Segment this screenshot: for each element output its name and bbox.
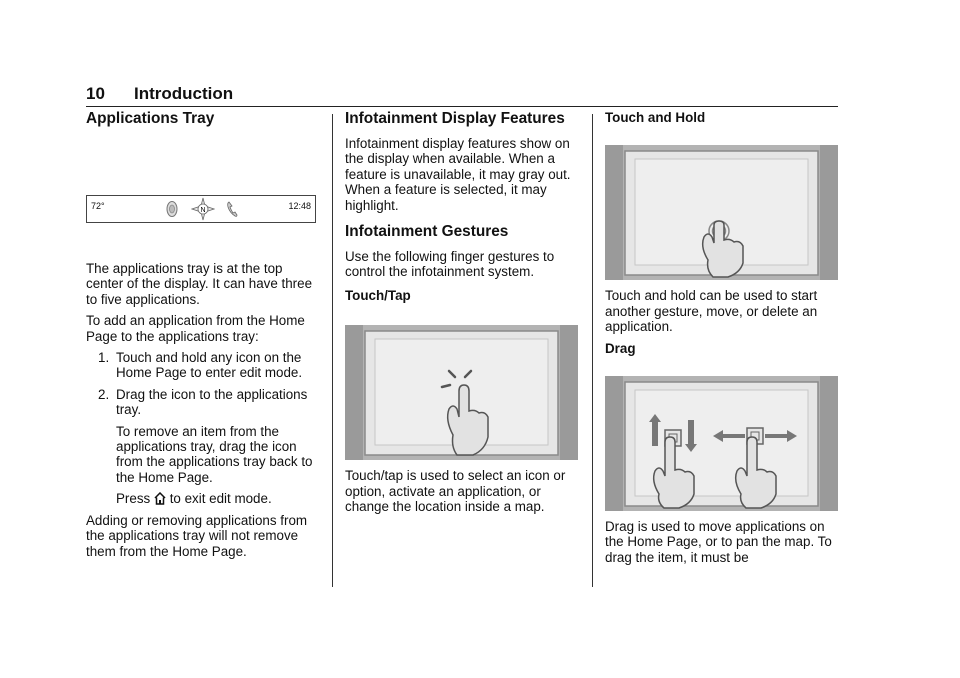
touch-hold-figure [605,145,838,280]
touch-hold-text: Touch and hold can be used to start another gesture, move, or delete an application. [605,288,818,335]
column-divider [592,114,593,587]
applications-tray-heading: Applications Tray [86,110,215,127]
applications-tray-figure [86,195,316,223]
page-number: 10 [86,84,105,103]
gestures-heading: Infotainment Gestures [345,223,509,241]
gestures-text: Use the following finger gestures to control the infotainment system. [345,249,555,280]
touch-hold-heading: Touch and Hold [605,110,706,125]
audio-icon [165,200,179,218]
add-app-intro: To add an application from the Home Page to the applications tray: [86,313,305,344]
press-home-text: Press to exit edit mode. [116,491,272,507]
phone-icon [226,200,238,218]
drag-heading: Drag [605,340,636,356]
drag-text: Drag is used to move applications on the Home Page, or to pan the map. To drag the item, it must be [605,519,832,565]
touch-tap-figure [345,325,578,460]
remove-item-text: To remove an item from the applications tray, drag the icon from the applications tray back to the Home Page. [116,423,313,485]
column-divider [332,114,333,587]
column-2 [345,110,578,520]
list-item: 2. Drag the icon to the applications tray. [98,386,308,418]
touch-tap-heading: Touch/Tap [345,287,411,303]
home-icon [154,492,166,505]
touch-tap-text: Touch/tap is used to select an icon or option, activate an application, or change the location inside a map. [345,468,566,515]
svg-text:N: N [200,207,206,214]
column-1 [86,110,318,565]
list-item: 1. Touch and hold any icon on the Home Page to enter edit mode. [98,350,303,381]
section-title: Introduction [134,84,234,103]
tray-temperature: 72° [91,201,105,211]
display-features-text: Infotainment display features show on the display when available. When a feature is unavailable, it may gray out. When a feature is selected, it may highlight. [345,136,571,213]
add-steps-list [86,350,318,418]
tray-intro-text: The applications tray is at the top center of the display. It can have three to five applications. [86,261,313,307]
navigation-icon [191,197,215,221]
drag-figure [605,376,838,511]
page-header [86,82,838,107]
column-3 [605,110,838,571]
display-features-heading: Infotainment Display Features [345,110,565,127]
tray-footer-text: Adding or removing applications from the applications tray will not remove them from the Home Page. [86,512,308,559]
tray-time: 12:48 [288,201,311,211]
